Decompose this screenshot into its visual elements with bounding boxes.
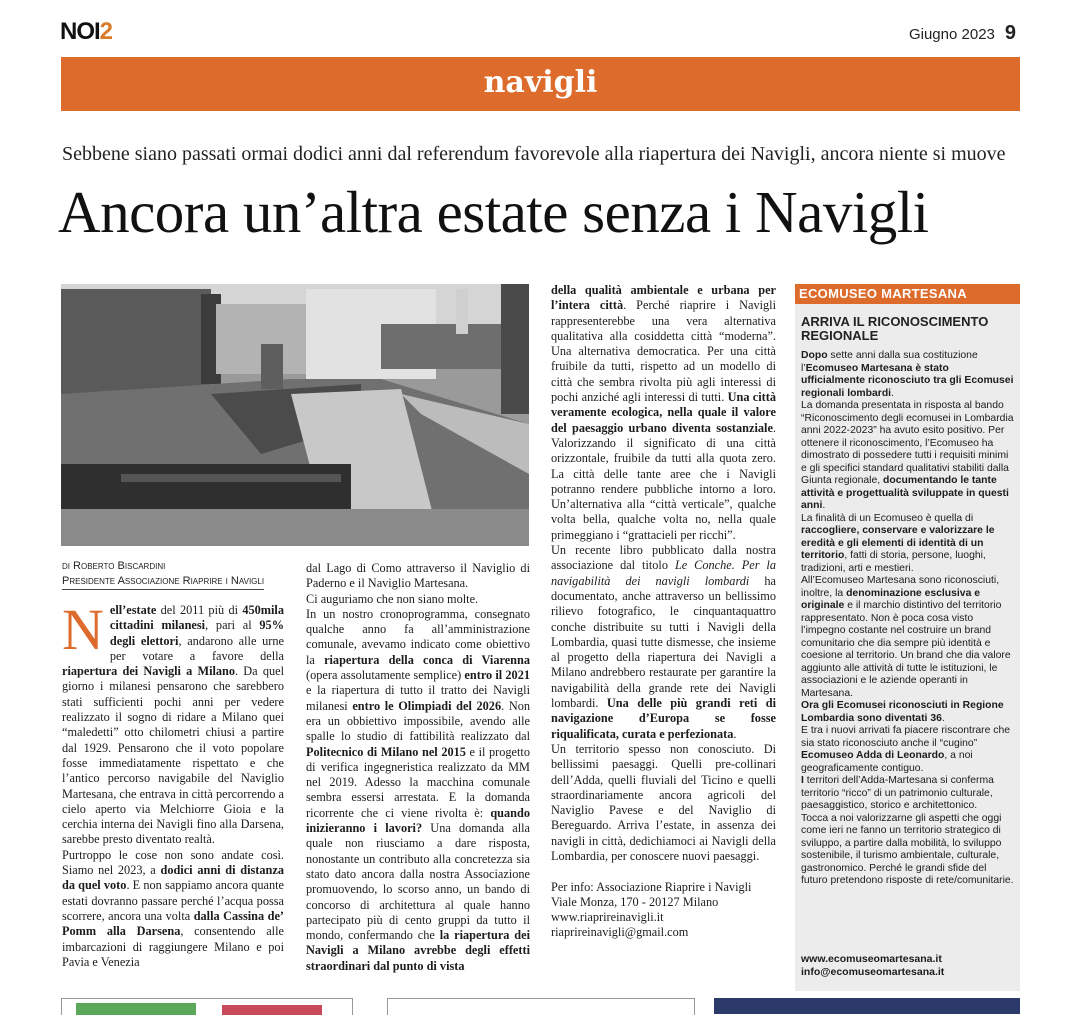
byline-author: di Roberto Biscardini (62, 560, 166, 572)
navigli-photo-illustration (61, 284, 529, 546)
article-column-3 (551, 283, 776, 941)
article-headline: Ancora un’altra estate senza i Navigli (58, 179, 929, 245)
sidebar-header: ECOMUSEO MARTESANA (795, 284, 1020, 304)
sidebar-title: ARRIVA IL RICONOSCIMENTO REGIONALE (801, 314, 989, 343)
column-1-text: ell’estate del 2011 più di 450mila cittadini milanesi, pari al 95% degli elettori, andarono alle urne per votare a favore della riapertura dei Navigli a Milano. Da quel giorno i milanesi pensarono che sarebbero stati sufficienti pochi anni per vedere realizzato il sogno di ridare a Milano quei “maledetti” otto chilometri chiusi a partire dal 1929. Pensarono che il voto popolare fosse immediatamente rispettato e che l’antico percorso navigabile del Naviglio Martesana, che entrava in città percorrendo a cielo aperto via Melchiorre Gioia e la cerchia interna dei Navigli fino alla Darsena, sarebbe presto diventato realtà. Purtroppo le cose non sono andate così. Siamo nel 2023, a dodici anni di distanza da quel voto. E non sappiamo ancora quante estati dovranno passare perché l’acqua possa scorrere, ancora una volta dalla Cassina de’ Pomm alla Darsena, consentendo alle imbarcazioni di raggiungere Milano e poi Pavia e Venezia (62, 603, 285, 969)
navigli-photo (61, 284, 529, 546)
article-column-2 (306, 561, 530, 974)
ecomuseo-email-link[interactable]: info@ecomuseomartesana.it (801, 966, 945, 978)
bottom-advert-2 (387, 998, 695, 1015)
column-2-text: dal Lago di Como attraverso il Naviglio di Paderno e il Naviglio Martesana. Ci auguriamo che non siano molte. In un nostro cronoprogramma, consegnato qualche anno fa all’amministrazione comunale, avevamo indicato come obiettivo la riapertura della conca di Viarenna (opera assolutamente semplice) entro il 2021 e la riapertura di tutto il tratto dei Navigli milanesi entro le Olimpiadi del 2026. Non era un obbiettivo impossibile, avendo alle spalle lo studio di fattibilità realizzato dal Politecnico di Milano nel 2015 e il progetto di verifica ingegneristica realizzato da MM nel 2019. Adesso la macchina comunale sembra essersi arrestata. E la domanda ricorrente che ci viene rivolta è: quando inizieranno i lavori? Una domanda alla quale non riusciamo a dare risposta, nonostante un contributo alla concretezza sia stato dato ancora dalla nostra Associazione promuovendo, lo scorso anno, un bando di concorso di architettura al quale hanno partecipato più di cento gruppi da tutto il mondo, confermando che la riapertura dei Navigli a Milano avrebbe degli effetti straordinari dal punto di vista (306, 561, 530, 973)
byline (62, 559, 264, 590)
column-3-text: della qualità ambientale e urbana per l’intera città. Perché riaprire i Navigli rappresenterebbe una vera alternativa qualitativa alla cosiddetta città “moderna”. Una alternativa democratica. Per una città fruibile da tutti, rispetto ad un modello di città che sembra rivolta più agli interessi di pochi anziché agli interessi di tutti. Una città veramente ecologica, nella quale il valore del paesaggio urbano diventa sostanziale. Valorizzando il significato di una città orizzontale, fruibile da tutti alla quota zero. La città delle tante aree che i Navigli potranno rendere pubbliche intorno a loro. Un’alternativa alla “città verticale”, qualche volta bella, qualche volta no, nella quale primeggiano i “grattacieli per ricchi”. Un recente libro pubblicato dalla nostra associazione dal titolo Le Conche. Per la navigabilità dei navigli lombardi ha documentato, anche attraverso un bellissimo rilievo fotografico, le cinquantaquattro conche distribuite su tutti i Navigli della Lombardia, quasi tutte dismesse, che insieme al progetto della riapertura dei Navigli a Milano andrebbero restaurate per garantire la navigabilità della grande rete dei Navigli lombardi. Una delle più grandi reti di navigazione d’Europa se fosse riqualificata, curata e perfezionata. Un territorio spesso non conosciuto. Di bellissimi paesaggi. Quelli pre-collinari dell’Adda, quelli fluviali del Ticino e quelli straordinariamente ancora agricoli del Naviglio Pavese e del Naviglio di Bereguardo. Arriva l’estate, in assenza dei navigli in città, dedichiamoci ai Navigli della Lombardia, per conoscere nuovi paesaggi. Per info: Associazione Riaprire i Navigli Viale Monza, 170 - 20127 Milano www.riaprireinavigli.it riaprireinavigli@gmail.com (551, 283, 777, 940)
magazine-logo: NOI2 (60, 18, 113, 45)
section-banner: navigli (61, 57, 1020, 111)
page-number: 9 (1004, 22, 1016, 44)
ecomuseo-website-link[interactable]: www.ecomuseomartesana.it (801, 953, 942, 965)
dropcap: N (62, 597, 104, 662)
article-column-1 (62, 597, 285, 970)
bottom-advert-1 (61, 998, 353, 1015)
bottom-advert-3 (714, 998, 1020, 1014)
byline-role: Presidente Associazione Riaprire i Navigli (62, 574, 264, 590)
page-header (909, 22, 1016, 45)
sidebar-contacts (801, 953, 1015, 979)
issue-date: Giugno 2023 (908, 26, 995, 43)
article-kicker: Sebbene siano passati ormai dodici anni dal referendum favorevole alla riapertura dei Navigli, ancora niente si muove (62, 143, 1006, 165)
sidebar-body: Dopo sette anni dalla sua costituzione l’Ecomuseo Martesana è stato ufficialmente riconosciuto tra gli Ecomusei regionali lombardi. La domanda presentata in risposta al bando “Riconoscimento degli ecomusei in Lombardia anni 2022-2023” ha avuto esito positivo. Per ottenere il riconoscimento, l’Ecomuseo ha dimostrato di possedere tutti i requisiti minimi e gli specifici standard qualitativi stabiliti dalla Giunta regionale, documentando le tante attività e progettualità sviluppate in questi anni. La finalità di un Ecomuseo è quella di raccogliere, conservare e valorizzare le eredità e gli elementi di identità di un territorio, fatti di storia, persone, luoghi, tradizioni, arti e mestieri. All’Ecomuseo Martesana sono riconosciuti, inoltre, la denominazione esclusiva e originale e il marchio distintivo del territorio rappresentato. Non è poca cosa visto l’impegno costante nel costruire un brand comunitario che dia sempre più identità e coesione al territorio. Un brand che dia valore aggiunto alle attività di tutte le istituzioni, le associazioni e le aziende operanti in Martesana. Ora gli Ecomusei riconosciuti in Regione Lombardia sono diventati 36. E tra i nuovi arrivati fa piacere riscontrare che sia stato riconosciuto anche il “cugino” Ecomuseo Adda di Leonardo, a noi geograficamente contiguo. I territori dell’Adda-Martesana si conferma territorio “ricco” di un patrimonio culturale, paesaggistico, storico e architettonico. Tocca a noi valorizzarne gli aspetti che oggi come ieri ne fanno un territorio strategico di sviluppo, a partire dalla mobilità, lo sviluppo sostenibile, il turismo ambientale, culturale, gastronomico. Perché le grandi sfide del futuro pretendono risposte di rete/comunitarie. (801, 350, 1014, 886)
